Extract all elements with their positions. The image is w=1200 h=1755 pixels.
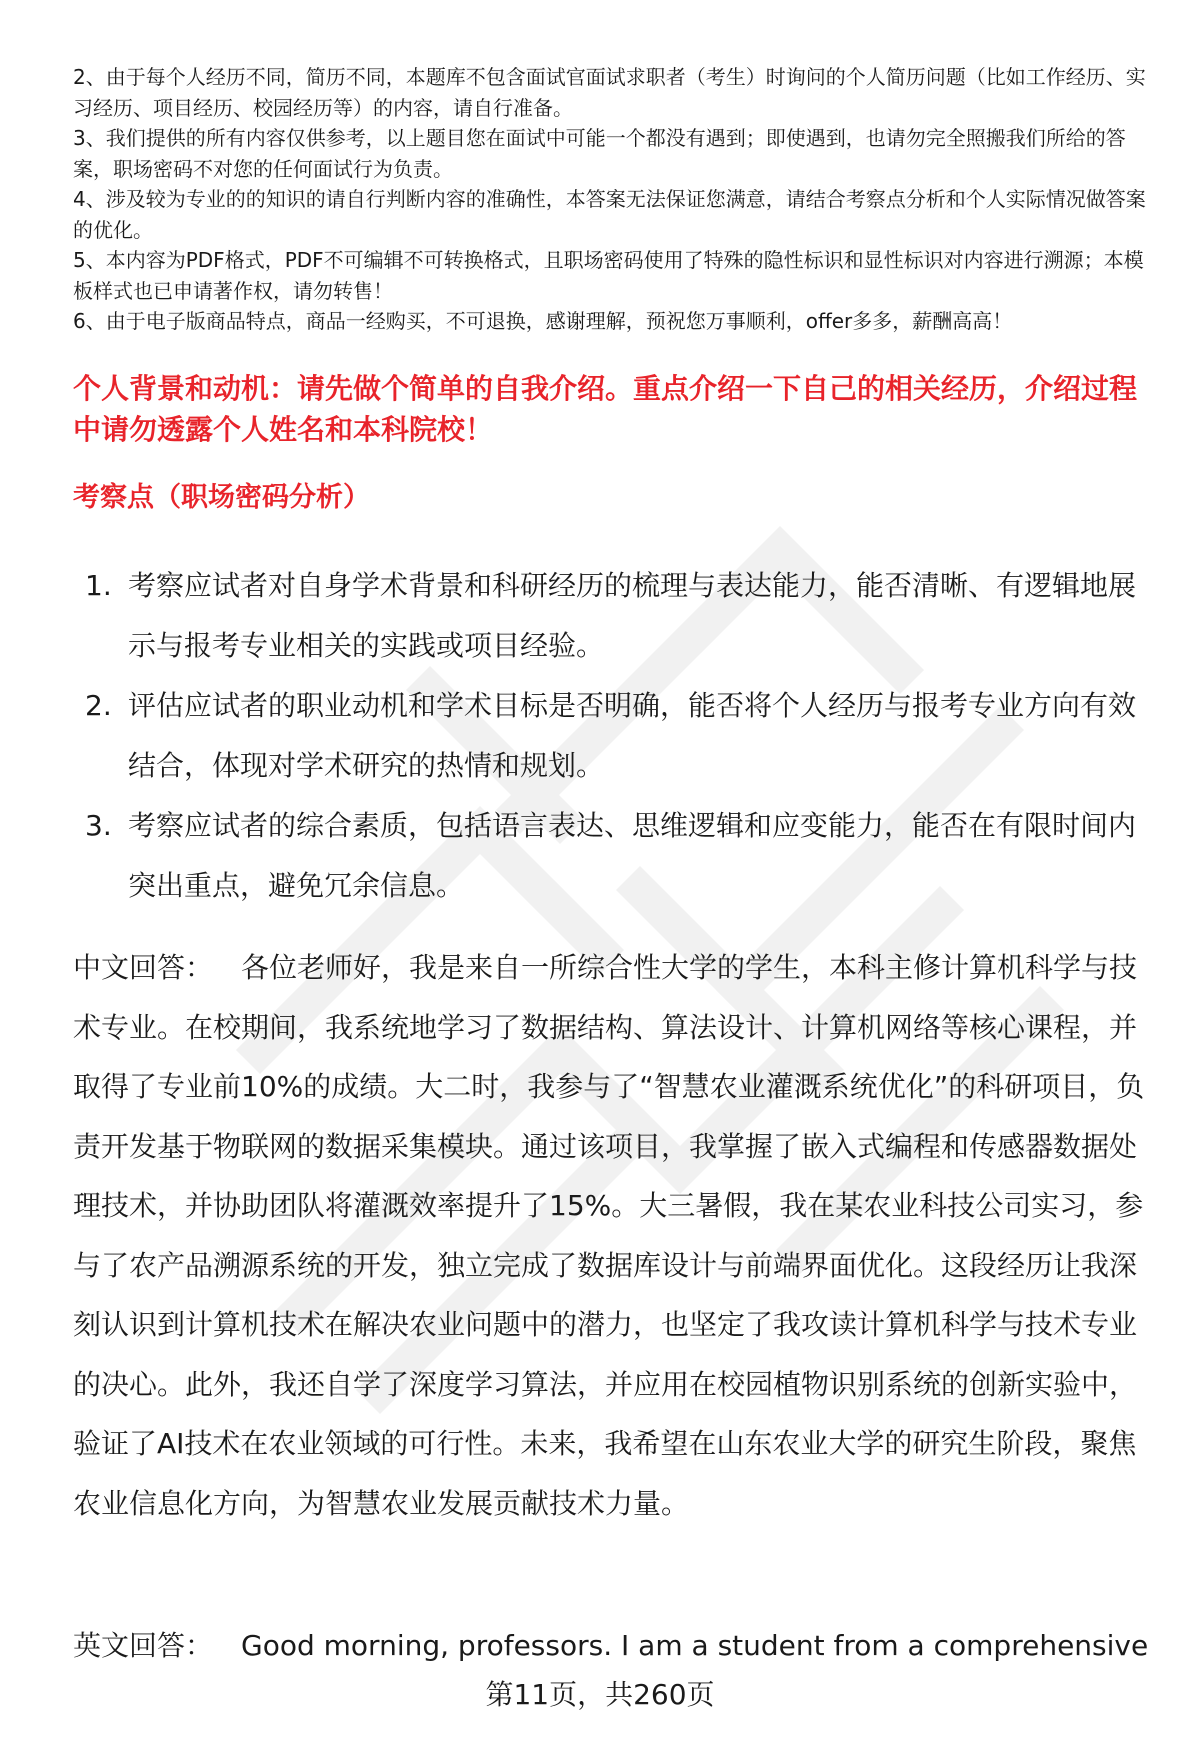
english-answer-text: Good morning, professors. I am a student from a comprehensive [241,1629,1149,1662]
chinese-answer-text: 各位老师好，我是来自一所综合性大学的学生，本科主修计算机科学与技术专业。在校期间，我系统地学习了数据结构、算法设计、计算机网络等核心课程，并取得了专业前10%的成绩。大二时，我参与了“智慧农业灌溉系统优化”的科研项目，负责开发基于物联网的数据采集模块。通过该项目，我掌握了嵌入式编程和传感器数据处理技术，并协助团队将灌溉效率提升了15%。大三暑假，我在某农业科技公司实习，参与了农产品溯源系统的开发，独立完成了数据库设计与前端界面优化。这段经历让我深刻认识到计算机技术在解决农业问题中的潜力，也坚定了我攻读计算机科学与技术专业的决心。此外，我还自学了深度学习算法，并应用在校园植物识别系统的创新实验中，验证了AI技术在农业领域的可行性。未来，我希望在山东农业大学的研究生阶段，聚焦农业信息化方向，为智慧农业发展贡献技术力量。 [73,951,1145,1520]
note-item: 3、我们提供的所有内容仅供参考，以上题目您在面试中可能一个都没有遇到；即使遇到，也请勿完全照搬我们所给的答案，职场密码不对您的任何面试行为负责。 [73,126,1126,181]
chinese-answer [73,938,1163,1533]
list-item [73,676,1153,796]
page-footer: 第11页，共260页 [485,1678,715,1711]
list-text: 考察应试者的综合素质，包括语言表达、思维逻辑和应变能力，能否在有限时间内突出重点，避免冗余信息。 [128,809,1137,902]
points-title: 考察点（职场密码分析） [73,482,370,513]
list-text: 评估应试者的职业动机和学术目标是否明确，能否将个人经历与报考专业方向有效结合，体现对学术研究的热情和规划。 [128,689,1137,782]
english-answer-label: 英文回答： [73,1629,214,1662]
chinese-answer-label: 中文回答： [73,951,214,984]
points-list [73,556,1153,916]
question-heading: 个人背景和动机：请先做个简单的自我介绍。重点介绍一下自己的相关经历，介绍过程中请勿透露个人姓名和本科院校！ [73,372,1138,446]
list-item [73,556,1153,676]
note-item: 5、本内容为PDF格式，PDF不可编辑不可转换格式，且职场密码使用了特殊的隐性标识和显性标识对内容进行溯源；本模板样式也已申请著作权，请勿转售！ [73,248,1144,303]
list-number: 2. [85,689,112,722]
note-item: 2、由于每个人经历不同，简历不同，本题库不包含面试官面试求职者（考生）时询问的个人简历问题（比如工作经历、实习经历、项目经历、校园经历等）的内容，请自行准备。 [73,65,1146,120]
notes-section [73,62,1163,337]
note-item: 6、由于电子版商品特点，商品一经购买，不可退换，感谢理解，预祝您万事顺利，offer多多，薪酬高高！ [73,309,1013,333]
list-number: 3. [85,809,112,842]
list-number: 1. [85,569,112,602]
note-item: 4、涉及较为专业的的知识的请自行判断内容的准确性，本答案无法保证您满意，请结合考察点分析和个人实际情况做答案的优化。 [73,187,1146,242]
english-answer [73,1626,1173,1666]
list-text: 考察应试者对自身学术背景和科研经历的梳理与表达能力，能否清晰、有逻辑地展示与报考专业相关的实践或项目经验。 [128,569,1137,662]
list-item [73,796,1153,916]
